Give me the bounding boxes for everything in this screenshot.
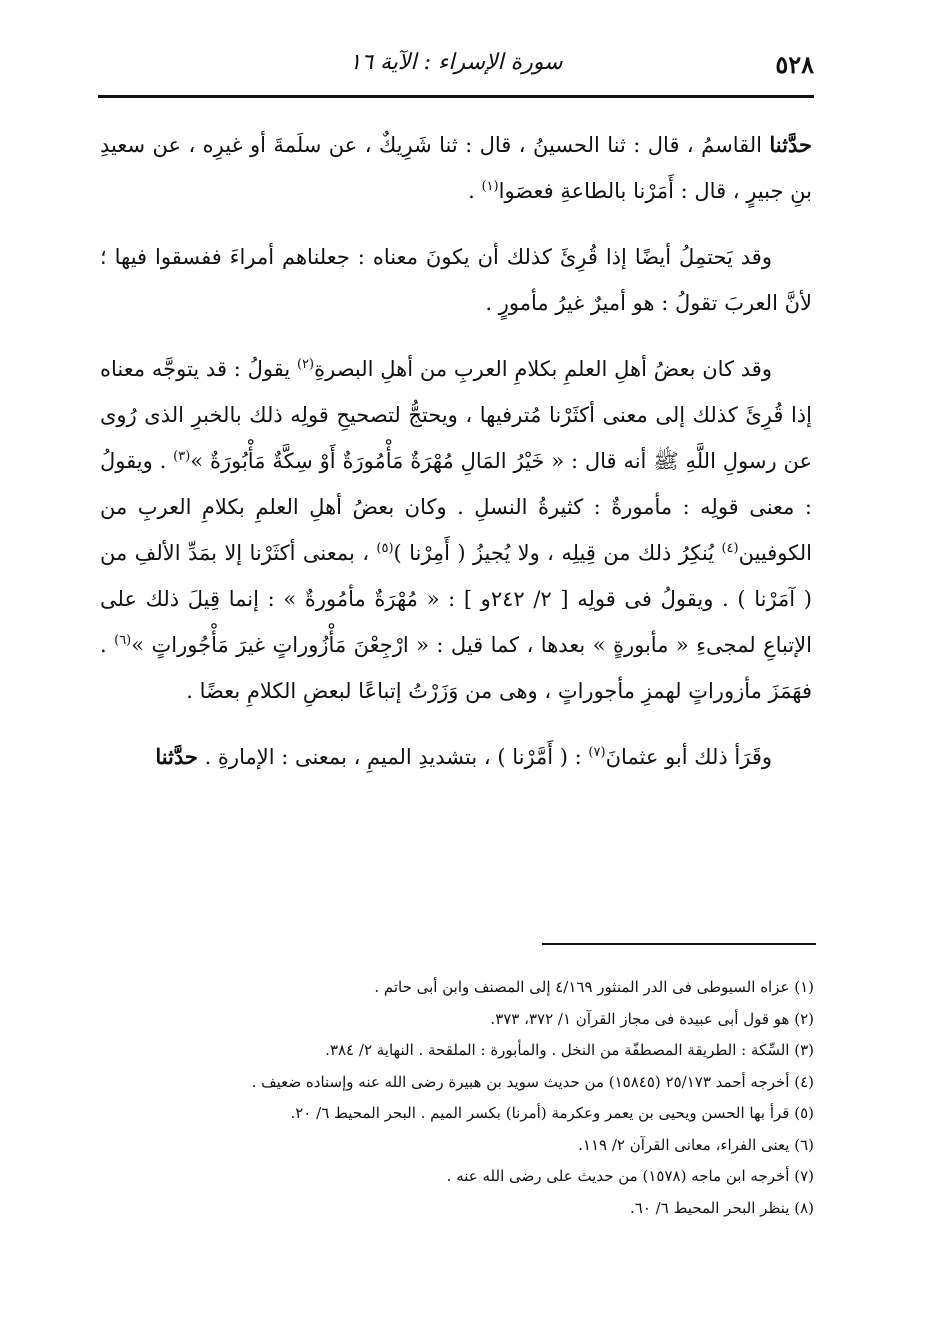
header-rule bbox=[98, 95, 814, 98]
paragraph-text: : ( أَمَّرْنا ) ، بتشديدِ الميمِ ، بمعنى : الإمارةِ . bbox=[197, 745, 589, 769]
paragraph-text: القاسمُ ، قال : ثنا الحسينُ ، قال : ثنا شَرِيكٌ ، عن سلَمةَ أو غيرِه ، عن سعيدِ بنِ جبيرٍ ، قال : أَمَرْنا بالطاعةِ فعصَوا bbox=[100, 133, 812, 203]
paragraph-text: . bbox=[468, 179, 482, 203]
lead-word: حدَّثنا bbox=[769, 132, 812, 157]
paragraph-text: . فهَمَزَ مأزوراتٍ لهمزِ مأجوراتٍ ، وهى من وَزَرْتُ إتباعًا لبعضِ الكلامِ بعضًا . bbox=[100, 633, 812, 703]
paragraph-text: وقَرَأ ذلك أبو عثمانَ bbox=[605, 745, 772, 769]
paragraph-text: يُنكِرُ ذلك من قِيلِه ، ولا يُجيزُ ( أَمِرْنا ) bbox=[393, 541, 722, 565]
paragraph-2 bbox=[100, 234, 812, 326]
footnote-1: (١) عزاه السيوطى فى الدر المنثور ٤/١٦٩ إلى المصنف وابن أبى حاتم . bbox=[374, 978, 814, 996]
footnotes bbox=[124, 972, 814, 1224]
paragraph-text: . ويقولُ : معنى قولِه : مأمورةٌ : كثيرةُ النسلِ . وكان بعضُ أهلِ العلمِ بكلامِ العربِ من الكوفيين bbox=[100, 449, 812, 565]
footnote-4: (٤) أخرجه أحمد ٢٥/١٧٣ (١٥٨٤٥) من حديث سويد بن هبيرة رضى الله عنه وإسناده ضعيف . bbox=[251, 1072, 814, 1091]
page-number: ٥٢٨ bbox=[775, 50, 814, 79]
footnote-3: (٣) السِّكة : الطريقة المصطفّة من النخل . والمأبورة : الملقحة . النهاية ٢/ ٣٨٤. bbox=[325, 1041, 814, 1059]
page-header bbox=[98, 48, 814, 88]
paragraph-text: ، بمعنى أكثَرْنا إلا بمَدِّ الألفِ من ( آمَرْنا ) . ويقولُ فى قولِه [ ٢/ ٢٤٢و ] : « مُهْرَةٌ مأمُورةٌ » : إنما قِيلَ ذلك على الإتباعِ لمجىءِ « مأبورةٍ » بعدها ، كما قيل : « ارْجِعْنَ مَأْزُوراتٍ غيرَ مَأْجُوراتٍ » bbox=[100, 541, 812, 657]
footnote-ref: (٥) bbox=[376, 541, 394, 556]
footnote-6: (٦) يعنى الفراء، معانى القرآن ٢/ ١١٩. bbox=[578, 1135, 814, 1154]
footnote-ref: (٦) bbox=[114, 633, 132, 648]
footnote-ref: (١) bbox=[481, 179, 499, 194]
footnote-ref: (٧) bbox=[588, 745, 606, 760]
lead-word: حدَّثنا bbox=[155, 744, 198, 769]
paragraph-text: وقد كان بعضُ أهلِ العلمِ بكلامِ العربِ من أهلِ البصرةِ bbox=[314, 357, 772, 381]
footnote-ref: (٣) bbox=[173, 449, 191, 464]
paragraph-text: يقولُ : قد يتوجَّه معناه إذا قُرِئَ كذلك إلى معنى أكثَرْنا مُترفيها ، ويحتجُّ لتصحيحِ قولِه ذلك بالخبرِ الذى رُوى عن رسولِ اللَّهِ ﷺ أنه قال : « خَيْرُ المَالِ مُهْرَةٌ مَأْمُورَةٌ أَوْ سِكَّةٌ مَأْبُورَةٌ » bbox=[100, 357, 812, 473]
paragraph-3 bbox=[100, 346, 812, 714]
paragraph-1 bbox=[100, 122, 812, 214]
footnote-ref: (٢) bbox=[296, 357, 315, 372]
paragraph-text: وقد يَحتمِلُ أيضًا إذا قُرِئَ كذلك أن يكونَ معناه : جعلناهم أمراءَ ففسقوا فيها ؛ لأنَّ العربَ تقولُ : هو أميرٌ غيرُ مأمورٍ . bbox=[100, 245, 812, 315]
paragraph-4 bbox=[100, 734, 812, 780]
footnote-ref: (٤) bbox=[721, 541, 739, 556]
footnote-8: (٨) ينظر البحر المحيط ٦/ ٦٠. bbox=[629, 1198, 814, 1217]
footnote-7: (٧) أخرجه ابن ماجه (١٥٧٨) من حديث على رضى الله عنه . bbox=[446, 1167, 814, 1185]
running-title: سورة الإسراء : الآية ١٦ bbox=[349, 50, 563, 75]
footnote-2: (٢) هو قول أبى عبيدة فى مجاز القرآن ١/ ٣٧٢، ٣٧٣. bbox=[490, 1009, 814, 1028]
footnote-5: (٥) قرأ بها الحسن ويحيى بن يعمر وعكرمة (أمرنا) بكسر الميم . البحر المحيط ٦/ ٢٠. bbox=[290, 1104, 814, 1122]
footnote-rule bbox=[542, 943, 816, 945]
main-text bbox=[100, 122, 812, 800]
